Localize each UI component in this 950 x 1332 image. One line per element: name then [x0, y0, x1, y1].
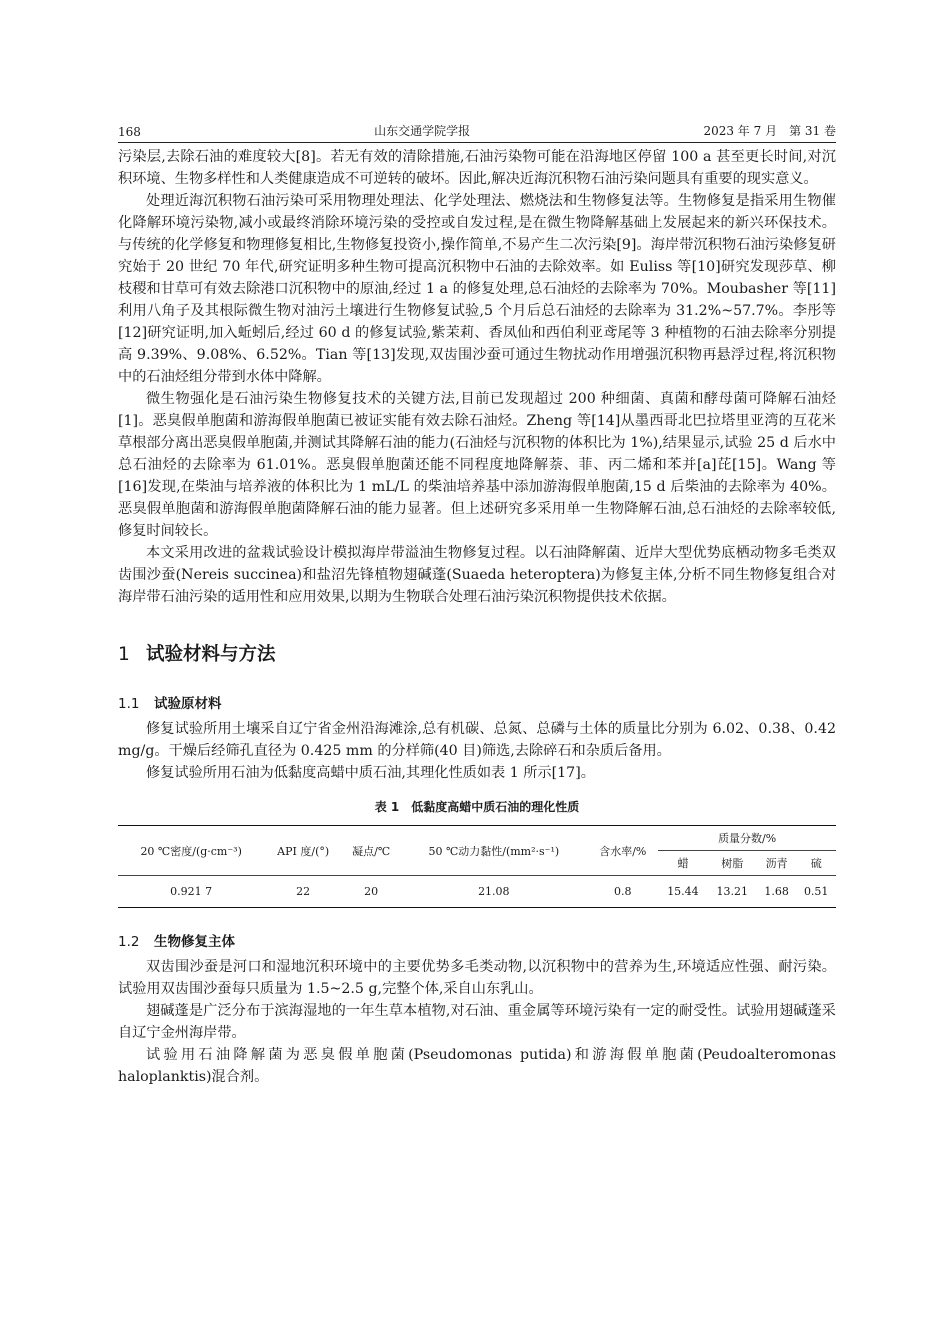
paragraph-3: 微生物强化是石油污染生物修复技术的关键方法,目前已发现超过 200 种细菌、真菌和酵母菌可降解石油烃[1]。恶臭假单胞菌和游海假单胞菌已被证实能有效去除石油烃。Zheng 等[14]从墨西哥北巴拉塔里亚湾的互花米草根部分离出恶臭假单胞菌,并测试其降解石油的能力(石油烃与沉积物的体积比为 1%),结果显示,试验 25 d 后水中总石油烃的去除率为 61.01%。恶臭假单胞菌还能不同程度地降解萘、菲、丙二烯和苯并[a]芘[15]。Wang 等[16]发现,在柴油与培养液的体积比为 1 mL/L 的柴油培养基中添加游海假单胞菌,15 d 后柴油的去除率为 40%。恶臭假单胞菌和游海假单胞菌降解石油的能力显著。但上述研究多采用单一生物降解石油,总石油烃的去除率较低,修复时间较长。	[118, 391, 836, 539]
running-header	[118, 122, 836, 143]
section-number: 1	[118, 644, 130, 665]
header-wax: 蜡	[658, 851, 707, 876]
cell-pour-point: 20	[364, 885, 379, 898]
header-api: API 度/(°)	[264, 826, 342, 876]
bio-paragraph-1: 双齿围沙蚕是河口和湿地沉积环境中的主要优势多毛类动物,以沉积物中的营养为生,环境适应性强、耐污染。试验用双齿围沙蚕每只质量为 1.5~2.5 g,完整个体,采自山东乳山。	[118, 959, 836, 997]
issue-info: 2023 年 7 月 第 31 卷	[703, 124, 836, 138]
cell-viscosity: 21.08	[478, 885, 510, 898]
journal-name: 山东交通学院学报	[374, 124, 471, 138]
section-title: 试验材料与方法	[146, 644, 276, 665]
header-resin: 树脂	[708, 851, 757, 876]
subsection-number: 1.2	[118, 934, 140, 950]
article-body	[118, 146, 836, 1088]
cell-wax: 15.44	[667, 885, 699, 898]
header-sulfur: 硫	[796, 851, 836, 876]
table-caption: 表 1 低黏度高蜡中质石油的理化性质	[374, 800, 580, 814]
bio-paragraph-2: 翅碱蓬是广泛分布于滨海湿地的一年生草本植物,对石油、重金属等环境污染有一定的耐受性。试验用翅碱蓬采自辽宁金州海岸带。	[118, 1003, 836, 1041]
header-asphaltene: 沥青	[757, 851, 797, 876]
cell-water: 0.8	[614, 885, 632, 898]
page-number: 168	[118, 125, 141, 139]
header-density: 20 ℃密度/(g·cm⁻³)	[118, 826, 264, 876]
subsection-heading-1-2	[118, 930, 836, 950]
section-heading-1	[118, 640, 836, 666]
paragraph-2: 处理近海沉积物石油污染可采用物理处理法、化学处理法、燃烧法和生物修复法等。生物修复是指采用生物催化降解环境污染物,减小或最终消除环境污染的受控或自发过程,是在微生物降解基础上发展起来的新兴环保技术。与传统的化学修复和物理修复相比,生物修复投资小,操作简单,不易产生二次污染[9]。海岸带沉积物石油污染修复研究始于 20 世纪 70 年代,研究证明多种生物可提高沉积物中石油的去除效率。如 Euliss 等[10]研究发现莎草、柳枝稷和甘草可有效去除港口沉积物中的原油,经过 1 a 的修复处理,总石油烃的去除率为 70%。Moubasher 等[11]利用八角子及其根际微生物对油污土壤进行生物修复试验,5 个月后总石油烃的去除率为 31.2%~57.7%。李彤等[12]研究证明,加入蚯蚓后,经过 60 d 的修复试验,紫茉莉、香凤仙和西伯利亚鸢尾等 3 种植物的石油去除率分别提高 9.39%、9.08%、6.52%。Tian 等[13]发现,双齿围沙蚕可通过生物扰动作用增强沉积物再悬浮过程,将沉积物中的石油烃组分带到水体中降解。	[118, 193, 836, 385]
materials-paragraph-2: 修复试验所用石油为低黏度高蜡中质石油,其理化性质如表 1 所示[17]。	[146, 765, 595, 781]
cell-asphaltene: 1.68	[764, 885, 789, 898]
table-row	[118, 876, 836, 908]
subsection-title: 试验原材料	[154, 696, 222, 712]
header-viscosity: 50 ℃动力黏性/(mm²·s⁻¹)	[400, 826, 587, 876]
cell-density: 0.921 7	[170, 885, 213, 898]
paragraph-4: 本文采用改进的盆栽试验设计模拟海岸带溢油生物修复过程。以石油降解菌、近岸大型优势底栖动物多毛类双齿围沙蚕(Nereis succinea)和盐沼先锋植物翅碱蓬(Suaeda heteroptera)为修复主体,分析不同生物修复组合对海岸带石油污染的适用性和应用效果,以期为生物联合处理石油污染沉积物提供技术依据。	[118, 545, 836, 605]
paragraph-1: 污染层,去除石油的难度较大[8]。若无有效的清除措施,石油污染物可能在沿海地区停留 100 a 甚至更长时间,对沉积环境、生物多样性和人类健康造成不可逆转的破坏。因此,解决近海沉积物石油污染问题具有重要的现实意义。	[118, 149, 836, 187]
subsection-heading-1-1	[118, 692, 836, 712]
header-mass-fraction: 质量分数/%	[718, 832, 777, 845]
header-pour-point: 凝点/℃	[342, 826, 400, 876]
oil-properties-table	[118, 825, 836, 908]
bio-paragraph-3: 试验用石油降解菌为恶臭假单胞菌(Pseudomonas putida)和游海假单胞菌(Peudoalteromonas haloplanktis)混合剂。	[118, 1047, 836, 1085]
cell-sulfur: 0.51	[803, 885, 829, 898]
materials-paragraph-1: 修复试验所用土壤采自辽宁省金州沿海滩涂,总有机碳、总氮、总磷与土体的质量比分别为 6.02、0.38、0.42 mg/g。干燥后经筛孔直径为 0.425 mm 的分样筛(40 目)筛选,去除碎石和杂质后备用。	[118, 721, 836, 759]
subsection-number: 1.1	[118, 696, 140, 712]
cell-api: 22	[296, 885, 311, 898]
cell-resin: 13.21	[716, 885, 748, 898]
header-water: 含水率/%	[587, 826, 658, 876]
subsection-title: 生物修复主体	[154, 934, 235, 950]
